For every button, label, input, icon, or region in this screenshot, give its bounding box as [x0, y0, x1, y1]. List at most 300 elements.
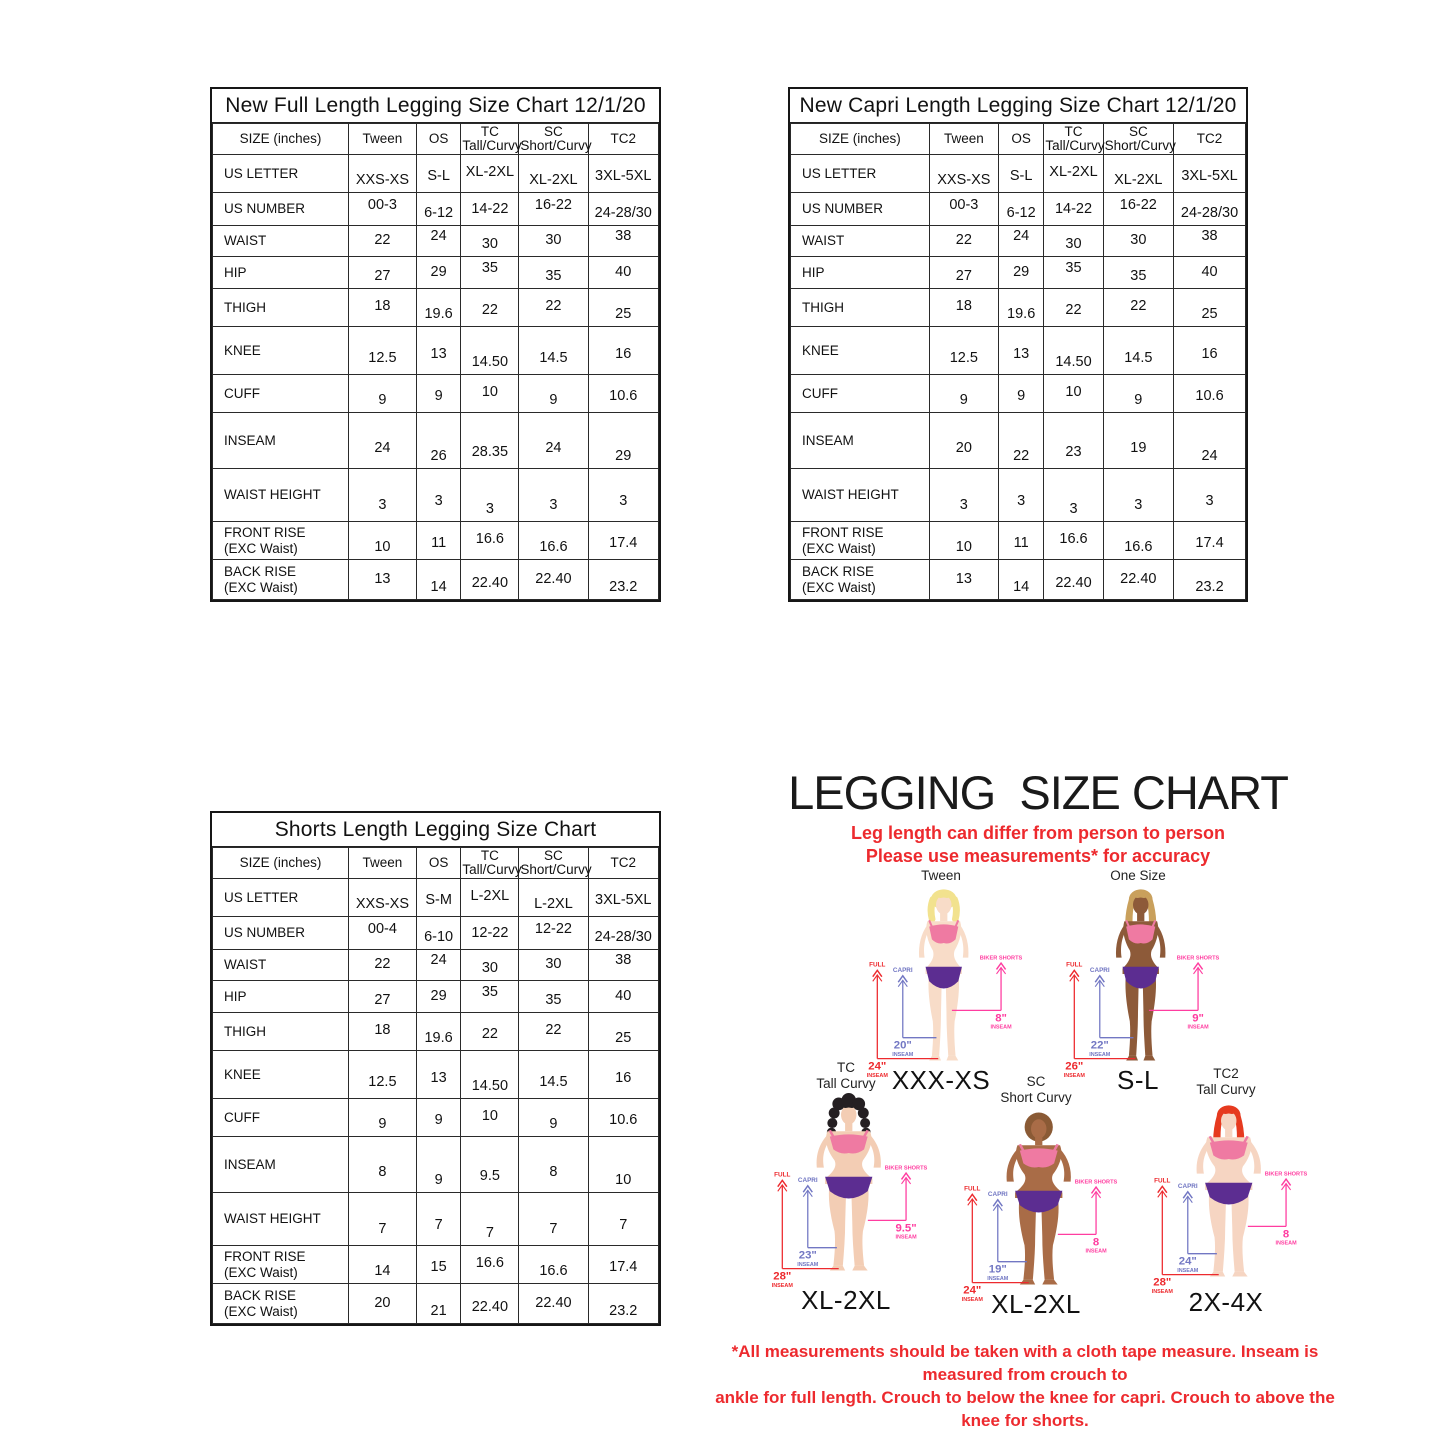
cell-value: 22.40 [519, 1284, 588, 1324]
table-row [213, 155, 659, 193]
cell-value: 27 [929, 257, 998, 289]
cell-value: 35 [461, 257, 519, 289]
figure-size-label: XL-2XL [991, 1289, 1081, 1319]
row-label: WAIST [791, 226, 930, 257]
cell-value: 11 [416, 522, 461, 560]
row-label: WAIST HEIGHT [213, 469, 349, 522]
cell-value: 16.6 [1103, 522, 1174, 560]
cell-value: 7 [461, 1193, 519, 1246]
cell-value: 10 [349, 522, 417, 560]
svg-text:INSEAM: INSEAM [1177, 1267, 1199, 1274]
column-header: SIZE (inches) [213, 848, 349, 879]
cell-value: 3 [519, 469, 588, 522]
cell-value: 16.6 [461, 522, 519, 560]
full-length-size-table [210, 87, 661, 602]
cell-value: L-2XL [461, 879, 519, 917]
cell-value: 9 [519, 1099, 588, 1137]
cell-value: 30 [1103, 226, 1174, 257]
column-header: OS [416, 124, 461, 155]
cell-value: 16 [588, 327, 659, 375]
table-row [791, 522, 1246, 560]
cell-value: 9.5 [461, 1137, 519, 1193]
cell-value: 29 [998, 257, 1044, 289]
cell-value: 7 [416, 1193, 461, 1246]
svg-text:9.5": 9.5" [895, 1222, 917, 1235]
row-label: KNEE [791, 327, 930, 375]
table-row [213, 257, 659, 289]
row-label: HIP [213, 257, 349, 289]
cell-value: 3 [929, 469, 998, 522]
cell-value: 35 [1103, 257, 1174, 289]
table-row [213, 1246, 659, 1284]
svg-text:28": 28" [1153, 1276, 1172, 1289]
svg-text:INSEAM: INSEAM [961, 1296, 983, 1303]
cell-value: 13 [416, 327, 461, 375]
column-header: TC2 [1174, 124, 1246, 155]
row-label: THIGH [213, 1013, 349, 1051]
cell-value: 29 [416, 981, 461, 1013]
cell-value: 35 [1044, 257, 1103, 289]
cell-value: 00-3 [929, 193, 998, 226]
cell-value: 22 [461, 1013, 519, 1051]
cell-value: 30 [519, 950, 588, 981]
cell-value: XL-2XL [519, 155, 588, 193]
cell-value: 29 [588, 413, 659, 469]
cell-value: 16 [588, 1051, 659, 1099]
cell-value: 20 [349, 1284, 417, 1324]
cell-value: 14-22 [461, 193, 519, 226]
footnote-line-1: *All measurements should be taken with a cloth tape measure. Inseam is measured from crouch to [731, 1342, 1319, 1384]
cell-value: 22 [349, 950, 417, 981]
cell-value: 17.4 [588, 1246, 659, 1284]
header-row [791, 124, 1246, 155]
cell-value: 40 [1174, 257, 1246, 289]
row-label: CUFF [791, 375, 930, 413]
svg-text:CAPRI: CAPRI [987, 1191, 1008, 1199]
cell-value: 3 [349, 469, 417, 522]
table-row [791, 289, 1246, 327]
cell-value: 14 [349, 1246, 417, 1284]
svg-text:8": 8" [995, 1012, 1007, 1025]
svg-text:FULL: FULL [1066, 961, 1083, 969]
cell-value: 14 [416, 560, 461, 600]
cell-value: S-L [416, 155, 461, 193]
cell-value: 16-22 [1103, 193, 1174, 226]
cell-value: 9 [416, 1137, 461, 1193]
cell-value: 26 [416, 413, 461, 469]
svg-text:BIKER SHORTS: BIKER SHORTS [1074, 1179, 1118, 1186]
svg-text:CAPRI: CAPRI [1177, 1183, 1198, 1191]
row-label: US LETTER [791, 155, 930, 193]
row-label: THIGH [791, 289, 930, 327]
cell-value: 22 [1044, 289, 1103, 327]
cell-value: 24-28/30 [1174, 193, 1246, 226]
cell-value: 12.5 [349, 327, 417, 375]
row-label: WAIST HEIGHT [213, 1193, 349, 1246]
column-header: TC Tall/Curvy [462, 124, 522, 153]
svg-text:26": 26" [1065, 1060, 1084, 1073]
table-row [213, 1013, 659, 1051]
figure-group-label: SC Short Curvy [1000, 1074, 1072, 1105]
column-header: SIZE (inches) [213, 124, 349, 155]
cell-value: 22 [519, 289, 588, 327]
cell-value: 8 [519, 1137, 588, 1193]
cell-value: 23.2 [588, 1284, 659, 1324]
cell-value: 30 [461, 226, 519, 257]
figure-one-size [1040, 868, 1236, 1096]
column-header: OS [998, 124, 1044, 155]
cell-value: 12.5 [349, 1051, 417, 1099]
cell-value: 14.5 [519, 1051, 588, 1099]
figure-illustration [1135, 1099, 1317, 1299]
cell-value: 9 [998, 375, 1044, 413]
header-row [213, 848, 659, 879]
column-header: TC Tall/Curvy [462, 848, 522, 877]
table-row [791, 327, 1246, 375]
row-label: US NUMBER [213, 917, 349, 950]
table-row [213, 1193, 659, 1246]
cell-value: 35 [519, 257, 588, 289]
svg-text:FULL: FULL [1154, 1177, 1171, 1185]
figure-illustration [1047, 883, 1229, 1083]
cell-value: 22 [349, 226, 417, 257]
cell-value: 28.35 [461, 413, 519, 469]
table-row [213, 469, 659, 522]
cell-value: 17.4 [588, 522, 659, 560]
cell-value: 6-10 [416, 917, 461, 950]
cell-value: 22 [519, 1013, 588, 1051]
cell-value: 16.6 [461, 1246, 519, 1284]
table-row [213, 950, 659, 981]
figure-group-label: One Size [1110, 868, 1166, 883]
row-label: US NUMBER [213, 193, 349, 226]
table-row [213, 193, 659, 226]
cell-value: 19.6 [416, 289, 461, 327]
svg-text:9": 9" [1192, 1012, 1204, 1025]
cell-value: 30 [519, 226, 588, 257]
cell-value: 24 [349, 413, 417, 469]
svg-text:INSEAM: INSEAM [895, 1234, 917, 1241]
cell-value: 3XL-5XL [1174, 155, 1246, 193]
svg-text:INSEAM: INSEAM [1063, 1072, 1085, 1079]
cell-value: 3 [1174, 469, 1246, 522]
row-label: BACK RISE (EXC Waist) [213, 560, 349, 600]
table-row [791, 560, 1246, 600]
svg-text:FULL: FULL [774, 1171, 791, 1179]
cell-value: 14.50 [1044, 327, 1103, 375]
cell-value: 35 [519, 981, 588, 1013]
table-row [213, 289, 659, 327]
size-grid [790, 123, 1246, 600]
row-label: WAIST HEIGHT [791, 469, 930, 522]
svg-text:INSEAM: INSEAM [1151, 1288, 1173, 1295]
row-label: BACK RISE (EXC Waist) [213, 1284, 349, 1324]
cell-value: 23.2 [1174, 560, 1246, 600]
row-label: WAIST [213, 950, 349, 981]
cell-value: 30 [1044, 226, 1103, 257]
figure-group-label: TC2 Tall Curvy [1196, 1066, 1256, 1097]
row-label: FRONT RISE (EXC Waist) [791, 522, 930, 560]
row-label: KNEE [213, 327, 349, 375]
cell-value: 19 [1103, 413, 1174, 469]
table-row [791, 469, 1246, 522]
svg-text:CAPRI: CAPRI [797, 1177, 818, 1185]
table-row [213, 1099, 659, 1137]
cell-value: 9 [1103, 375, 1174, 413]
table-row [791, 375, 1246, 413]
table-title: New Capri Length Legging Size Chart 12/1/20 [790, 89, 1246, 123]
cell-value: 10.6 [588, 375, 659, 413]
cell-value: 16.6 [519, 522, 588, 560]
row-label: INSEAM [213, 413, 349, 469]
row-label: FRONT RISE (EXC Waist) [213, 1246, 349, 1284]
cell-value: 38 [588, 950, 659, 981]
cell-value: 13 [929, 560, 998, 600]
cell-value: 12.5 [929, 327, 998, 375]
table-title: New Full Length Legging Size Chart 12/1/20 [212, 89, 659, 123]
svg-text:INSEAM: INSEAM [1275, 1240, 1297, 1247]
cell-value: 22.40 [461, 560, 519, 600]
table-row [213, 981, 659, 1013]
column-header: Tween [929, 124, 998, 155]
column-header: TC2 [588, 124, 659, 155]
cell-value: 29 [416, 257, 461, 289]
cell-value: 25 [588, 1013, 659, 1051]
header-row [213, 124, 659, 155]
cell-value: 14.5 [519, 327, 588, 375]
cell-value: 18 [929, 289, 998, 327]
cell-value: 14-22 [1044, 193, 1103, 226]
cell-value: 3 [416, 469, 461, 522]
svg-text:CAPRI: CAPRI [1089, 967, 1110, 975]
figure-tall-curvy [748, 1060, 944, 1316]
row-label: INSEAM [791, 413, 930, 469]
column-header: Tween [349, 848, 417, 879]
svg-text:BIKER SHORTS: BIKER SHORTS [1264, 1171, 1308, 1178]
cell-value: 22.40 [1044, 560, 1103, 600]
footnote-line-2: ankle for full length. Crouch to below the knee for capri. Crouch to above the knee for shorts. [715, 1388, 1335, 1430]
cell-value: 13 [349, 560, 417, 600]
figure-group-label: TC Tall Curvy [816, 1060, 876, 1091]
cell-value: 23 [1044, 413, 1103, 469]
figure-size-label: XXX-XS [891, 1065, 991, 1095]
svg-text:FULL: FULL [869, 961, 886, 969]
svg-text:INSEAM: INSEAM [1085, 1248, 1107, 1255]
svg-text:INSEAM: INSEAM [1187, 1024, 1209, 1031]
cell-value: S-L [998, 155, 1044, 193]
table-title: Shorts Length Legging Size Chart [212, 813, 659, 847]
cell-value: 8 [349, 1137, 417, 1193]
figure-illustration [755, 1093, 937, 1293]
cell-value: 16 [1174, 327, 1246, 375]
subtitle-line-1: Leg length can differ from person to person [850, 823, 1226, 843]
row-label: HIP [213, 981, 349, 1013]
cell-value: 19.6 [416, 1013, 461, 1051]
svg-text:INSEAM: INSEAM [987, 1275, 1009, 1282]
cell-value: 40 [588, 257, 659, 289]
svg-text:INSEAM: INSEAM [771, 1282, 793, 1289]
cell-value: 22 [1103, 289, 1174, 327]
cell-value: 3 [588, 469, 659, 522]
svg-text:CAPRI: CAPRI [892, 967, 913, 975]
shorts-length-size-table [210, 811, 661, 1326]
cell-value: 19.6 [998, 289, 1044, 327]
legging-size-chart-title: LEGGING SIZE CHART [788, 766, 1288, 819]
cell-value: 24 [416, 226, 461, 257]
row-label: HIP [791, 257, 930, 289]
cell-value: 9 [416, 375, 461, 413]
cell-value: 18 [349, 289, 417, 327]
cell-value: 23.2 [588, 560, 659, 600]
table-row [213, 1284, 659, 1324]
cell-value: 13 [998, 327, 1044, 375]
table-row [213, 1137, 659, 1193]
row-label: INSEAM [213, 1137, 349, 1193]
cell-value: S-M [416, 879, 461, 917]
svg-text:19": 19" [988, 1263, 1007, 1276]
cell-value: 21 [416, 1284, 461, 1324]
cell-value: 22.40 [1103, 560, 1174, 600]
cell-value: 22 [929, 226, 998, 257]
cell-value: 11 [998, 522, 1044, 560]
cell-value: 24-28/30 [588, 917, 659, 950]
cell-value: 30 [461, 950, 519, 981]
column-header: Tween [349, 124, 417, 155]
svg-text:20": 20" [893, 1039, 912, 1052]
figure-illustration [945, 1107, 1127, 1307]
table-row [213, 522, 659, 560]
column-header: SIZE (inches) [791, 124, 930, 155]
cell-value: 16-22 [519, 193, 588, 226]
figure-size-label: 2X-4X [1188, 1287, 1264, 1317]
cell-value: 7 [349, 1193, 417, 1246]
cell-value: XL-2XL [1103, 155, 1174, 193]
column-header: OS [416, 848, 461, 879]
cell-value: 14.50 [461, 327, 519, 375]
svg-text:24": 24" [1178, 1255, 1197, 1268]
cell-value: 9 [519, 375, 588, 413]
table-row [791, 193, 1246, 226]
cell-value: 24 [416, 950, 461, 981]
column-header: SC Short/Curvy [520, 848, 592, 877]
cell-value: L-2XL [519, 879, 588, 917]
cell-value: 24 [519, 413, 588, 469]
cell-value: 16.6 [1044, 522, 1103, 560]
cell-value: 16.6 [519, 1246, 588, 1284]
column-header: TC2 [588, 848, 659, 879]
cell-value: 10 [588, 1137, 659, 1193]
svg-text:INSEAM: INSEAM [866, 1072, 888, 1079]
subtitle-line-2: Please use measurements* for accuracy [865, 846, 1211, 866]
cell-value: 9 [929, 375, 998, 413]
svg-text:28": 28" [773, 1270, 792, 1283]
cell-value: 10 [929, 522, 998, 560]
cell-value: 10.6 [588, 1099, 659, 1137]
figure-size-label: S-L [1117, 1065, 1159, 1095]
cell-value: 10 [461, 375, 519, 413]
cell-value: 6-12 [998, 193, 1044, 226]
svg-text:23": 23" [798, 1249, 817, 1262]
cell-value: 15 [416, 1246, 461, 1284]
svg-text:8: 8 [1092, 1236, 1100, 1249]
svg-text:22": 22" [1090, 1039, 1109, 1052]
table-row [213, 226, 659, 257]
cell-value: 27 [349, 257, 417, 289]
cell-value: 20 [929, 413, 998, 469]
cell-value: 3 [1044, 469, 1103, 522]
size-grid [212, 123, 659, 600]
cell-value: 14.5 [1103, 327, 1174, 375]
size-grid [212, 847, 659, 1324]
svg-text:INSEAM: INSEAM [797, 1261, 819, 1268]
svg-text:INSEAM: INSEAM [990, 1024, 1012, 1031]
cell-value: 7 [519, 1193, 588, 1246]
cell-value: 22.40 [519, 560, 588, 600]
cell-value: 24-28/30 [588, 193, 659, 226]
figure-tall-curvy-2 [1128, 1066, 1324, 1318]
svg-text:INSEAM: INSEAM [892, 1051, 914, 1058]
cell-value: 00-3 [349, 193, 417, 226]
cell-value: XXS-XS [929, 155, 998, 193]
row-label: BACK RISE (EXC Waist) [791, 560, 930, 600]
cell-value: 9 [349, 375, 417, 413]
cell-value: 38 [588, 226, 659, 257]
figure-short-curvy [938, 1074, 1134, 1320]
row-label: THIGH [213, 289, 349, 327]
cell-value: 22 [461, 289, 519, 327]
capri-length-size-table [788, 87, 1248, 602]
svg-text:INSEAM: INSEAM [1089, 1051, 1111, 1058]
svg-text:BIKER SHORTS: BIKER SHORTS [1176, 955, 1220, 962]
cell-value: 18 [349, 1013, 417, 1051]
table-row [213, 327, 659, 375]
column-header: SC Short/Curvy [1104, 124, 1176, 153]
cell-value: 00-4 [349, 917, 417, 950]
cell-value: 13 [416, 1051, 461, 1099]
cell-value: 12-22 [461, 917, 519, 950]
svg-text:24": 24" [868, 1060, 887, 1073]
table-row [791, 413, 1246, 469]
column-header: SC Short/Curvy [520, 124, 592, 153]
cell-value: 9 [349, 1099, 417, 1137]
row-label: US LETTER [213, 155, 349, 193]
svg-text:BIKER SHORTS: BIKER SHORTS [884, 1165, 928, 1172]
svg-text:24": 24" [963, 1284, 982, 1297]
cell-value: 3 [1103, 469, 1174, 522]
cell-value: 3XL-5XL [588, 155, 659, 193]
row-label: CUFF [213, 1099, 349, 1137]
table-row [213, 917, 659, 950]
cell-value: 6-12 [416, 193, 461, 226]
cell-value: XXS-XS [349, 879, 417, 917]
column-header: TC Tall/Curvy [1045, 124, 1105, 153]
cell-value: 3XL-5XL [588, 879, 659, 917]
cell-value: 22.40 [461, 1284, 519, 1324]
cell-value: 27 [349, 981, 417, 1013]
cell-value: XL-2XL [461, 155, 519, 193]
cell-value: 9 [416, 1099, 461, 1137]
cell-value: 24 [1174, 413, 1246, 469]
cell-value: 3 [998, 469, 1044, 522]
cell-value: 35 [461, 981, 519, 1013]
cell-value: 14.50 [461, 1051, 519, 1099]
cell-value: 10 [1044, 375, 1103, 413]
row-label: FRONT RISE (EXC Waist) [213, 522, 349, 560]
row-label: US LETTER [213, 879, 349, 917]
row-label: WAIST [213, 226, 349, 257]
table-row [213, 413, 659, 469]
cell-value: XL-2XL [1044, 155, 1103, 193]
